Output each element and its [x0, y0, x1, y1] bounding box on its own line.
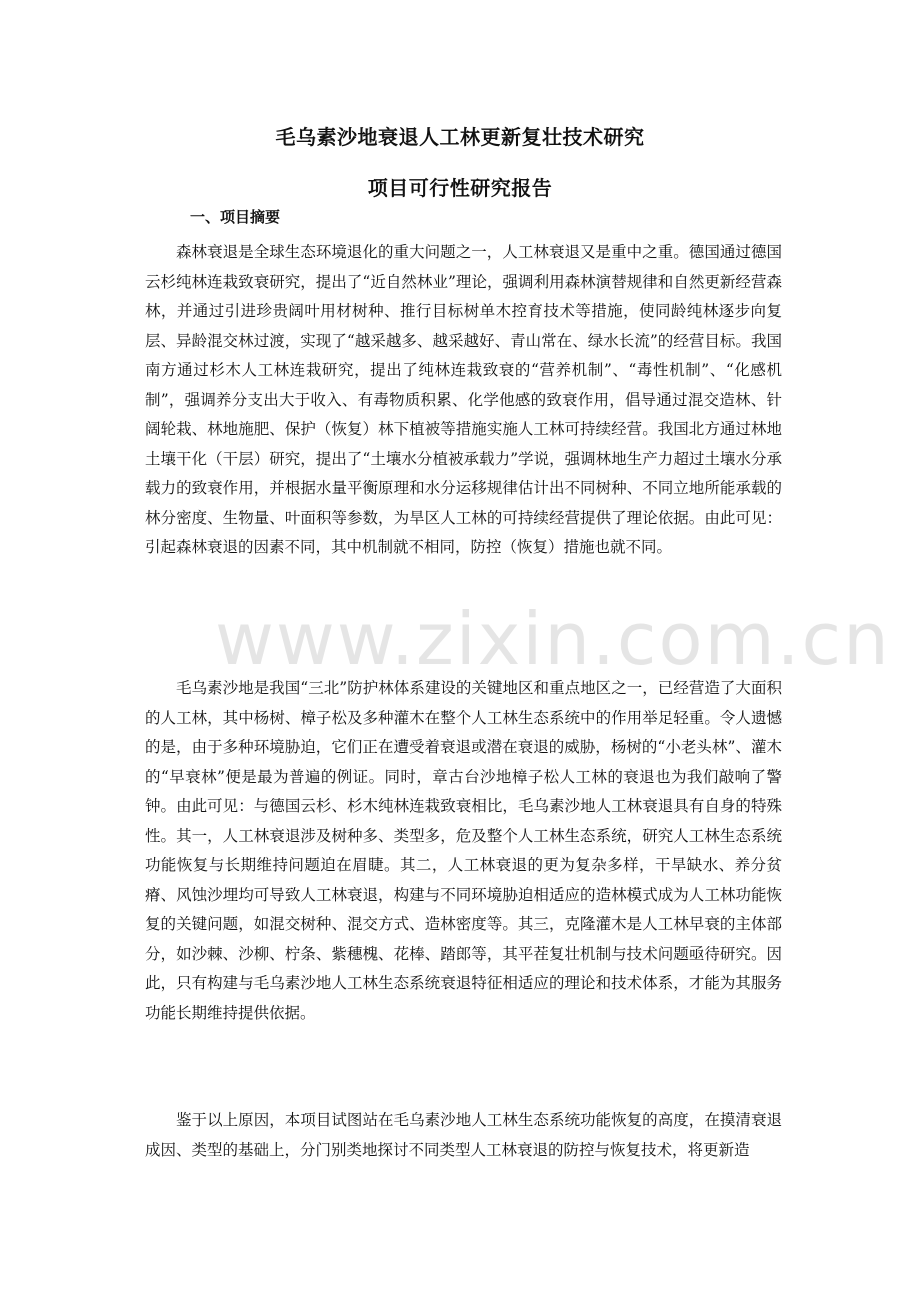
paragraph-2: 毛乌素沙地是我国“三北”防护林体系建设的关键地区和重点地区之一，已经营造了大面积的人工林，其中杨树、樟子松及多种灌木在整个人工林生态系统中的作用举足轻重。令人遗憾的是，由于多种环境胁迫，它们正在遭受着衰退或潜在衰退的威胁，杨树的“小老头林”、灌木的“早衰林”便是最为普遍的例证。同时，章古台沙地樟子松人工林的衰退也为我们敲响了警钟。由此可见：与德国云杉、杉木纯林连栽致衰相比，毛乌素沙地人工林衰退具有自身的特殊性。其一，人工林衰退涉及树种多、类型多，危及整个人工林生态系统，研究人工林生态系统功能恢复与长期维持问题迫在眉睫。其二，人工林衰退的更为复杂多样，干旱缺水、养分贫瘠、风蚀沙埋均可导致人工林衰退，构建与不同环境胁迫相适应的造林模式成为人工林功能恢复的关键问题，如混交树种、混交方式、造林密度等。其三，克隆灌木是人工林早衰的主体部分，如沙棘、沙柳、柠条、紫穗槐、花棒、踏郎等，其平茬复壮机制与技术问题亟待研究。因此，只有构建与毛乌素沙地人工林生态系统衰退特征相适应的理论和技术体系，才能为其服务功能长期维持提供依据。 — [145, 679, 782, 1022]
document-subtitle: 项目可行性研究报告 — [367, 176, 553, 200]
section-heading: 一、项目摘要 — [190, 208, 281, 226]
paragraph-3: 鉴于以上原因，本项目试图站在毛乌素沙地人工林生态系统功能恢复的高度，在摸清衰退成因、类型的基础上，分门别类地探讨不同类型人工林衰退的防控与恢复技术，将更新造 — [145, 1111, 782, 1159]
watermark: www.zixin.com.cn — [215, 597, 891, 681]
document-title: 毛乌素沙地衰退人工林更新复壮技术研究 — [275, 125, 645, 149]
paragraph-1: 森林衰退是全球生态环境退化的重大问题之一，人工林衰退又是重中之重。德国通过德国云杉纯林连栽致衰研究，提出了“近自然林业”理论，强调利用森林演替规律和自然更新经营森林，并通过引进珍贵阔叶用材树种、推行目标树单木控育技术等措施，使同龄纯林逐步向复层、异龄混交林过渡，实现了“越采越多、越采越好、青山常在、绿水长流”的经营目标。我国南方通过杉木人工林连栽研究，提出了纯林连栽致衰的“营养机制”、“毒性机制”、“化感机制”，强调养分支出大于收入、有毒物质积累、化学他感的致衰作用，倡导通过混交造林、针阔轮栽、林地施肥、保护（恢复）林下植被等措施实施人工林可持续经营。我国北方通过林地土壤干化（干层）研究，提出了“土壤水分植被承载力”学说，强调林地生产力超过土壤水分承载力的致衰作用，并根据水量平衡原理和水分运移规律估计出不同树种、不同立地所能承载的林分密度、生物量、叶面积等参数，为旱区人工林的可持续经营提供了理论依据。由此可见：引起森林衰退的因素不同，其中机制就不相同，防控（恢复）措施也就不同。 — [145, 243, 782, 556]
